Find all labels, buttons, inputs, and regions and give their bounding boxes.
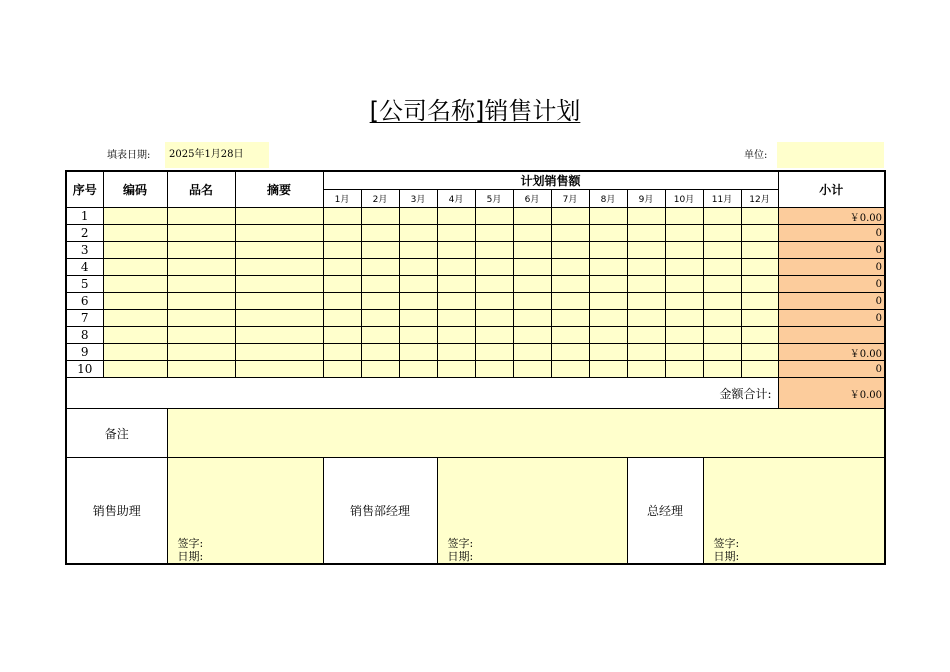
input-cell[interactable]	[513, 208, 551, 225]
header-seq: 序号	[66, 171, 103, 208]
input-cell[interactable]	[399, 242, 437, 259]
input-cell[interactable]	[589, 361, 627, 378]
header-month: 12月	[741, 190, 778, 208]
input-cell[interactable]	[513, 361, 551, 378]
input-cell[interactable]	[741, 259, 778, 276]
input-cell[interactable]	[399, 310, 437, 327]
input-cell[interactable]	[551, 259, 589, 276]
input-cell[interactable]	[103, 293, 167, 310]
header-month: 7月	[551, 190, 589, 208]
input-cell[interactable]	[551, 310, 589, 327]
input-cell[interactable]	[103, 327, 167, 344]
input-cell[interactable]	[475, 310, 513, 327]
input-cell[interactable]	[323, 208, 361, 225]
input-cell[interactable]	[437, 327, 475, 344]
header-month: 10月	[665, 190, 703, 208]
table-row	[66, 344, 885, 361]
input-cell[interactable]	[703, 293, 741, 310]
input-cell[interactable]	[741, 361, 778, 378]
input-cell[interactable]	[235, 361, 323, 378]
row-seq: 9	[66, 344, 103, 361]
input-cell[interactable]	[361, 310, 399, 327]
input-cell[interactable]	[589, 259, 627, 276]
row-subtotal: 0	[778, 310, 885, 327]
row-subtotal: 0	[778, 242, 885, 259]
unit-label: 单位:	[744, 150, 768, 161]
input-cell[interactable]	[361, 344, 399, 361]
input-cell[interactable]	[627, 361, 665, 378]
input-cell[interactable]	[361, 361, 399, 378]
input-cell[interactable]	[235, 208, 323, 225]
row-subtotal: ￥0.00	[778, 344, 885, 361]
date-label: 填表日期:	[107, 150, 151, 161]
input-cell[interactable]	[475, 242, 513, 259]
input-cell[interactable]	[361, 327, 399, 344]
input-cell[interactable]	[361, 242, 399, 259]
input-cell[interactable]	[589, 310, 627, 327]
row-subtotal	[778, 327, 885, 344]
input-cell[interactable]	[627, 276, 665, 293]
input-cell[interactable]	[627, 293, 665, 310]
date-sign-label: 日期:	[177, 549, 204, 563]
header-code: 编码	[103, 171, 167, 208]
sign-label: 签字:	[177, 536, 204, 550]
total-label: 金额合计:	[66, 378, 778, 409]
input-cell[interactable]	[551, 208, 589, 225]
input-cell[interactable]	[589, 293, 627, 310]
input-cell[interactable]	[627, 259, 665, 276]
input-cell[interactable]	[475, 225, 513, 242]
sales-manager-signature[interactable]	[437, 458, 627, 564]
input-cell[interactable]	[103, 225, 167, 242]
header-summary: 摘要	[235, 171, 323, 208]
input-cell[interactable]	[399, 361, 437, 378]
input-cell[interactable]	[551, 361, 589, 378]
header-month: 6月	[513, 190, 551, 208]
input-cell[interactable]	[167, 259, 235, 276]
remarks-field[interactable]	[167, 409, 885, 458]
input-cell[interactable]	[741, 327, 778, 344]
table-row	[66, 361, 885, 378]
input-cell[interactable]	[323, 327, 361, 344]
input-cell[interactable]	[235, 310, 323, 327]
input-cell[interactable]	[703, 344, 741, 361]
input-cell[interactable]	[361, 259, 399, 276]
row-seq: 5	[66, 276, 103, 293]
input-cell[interactable]	[167, 242, 235, 259]
unit-field[interactable]	[777, 142, 884, 168]
input-cell[interactable]	[235, 327, 323, 344]
table-row	[66, 327, 885, 344]
input-cell[interactable]	[103, 344, 167, 361]
table-row	[66, 259, 885, 276]
input-cell[interactable]	[665, 361, 703, 378]
header-month: 2月	[361, 190, 399, 208]
input-cell[interactable]	[703, 310, 741, 327]
header-month: 4月	[437, 190, 475, 208]
input-cell[interactable]	[551, 225, 589, 242]
row-seq: 10	[66, 361, 103, 378]
input-cell[interactable]	[703, 361, 741, 378]
input-cell[interactable]	[665, 310, 703, 327]
input-cell[interactable]	[475, 344, 513, 361]
input-cell[interactable]	[741, 293, 778, 310]
table-row	[66, 242, 885, 259]
input-cell[interactable]	[103, 242, 167, 259]
input-cell[interactable]	[589, 276, 627, 293]
input-cell[interactable]	[235, 344, 323, 361]
input-cell[interactable]	[323, 225, 361, 242]
input-cell[interactable]	[323, 293, 361, 310]
input-cell[interactable]	[167, 225, 235, 242]
input-cell[interactable]	[513, 276, 551, 293]
row-subtotal: 0	[778, 293, 885, 310]
input-cell[interactable]	[399, 225, 437, 242]
input-cell[interactable]	[741, 344, 778, 361]
table-row	[66, 293, 885, 310]
input-cell[interactable]	[589, 242, 627, 259]
input-cell[interactable]	[627, 225, 665, 242]
input-cell[interactable]	[741, 276, 778, 293]
general-manager-signature[interactable]	[703, 458, 885, 564]
input-cell[interactable]	[665, 327, 703, 344]
row-subtotal: 0	[778, 361, 885, 378]
input-cell[interactable]	[167, 310, 235, 327]
input-cell[interactable]	[235, 242, 323, 259]
general-manager-label: 总经理	[627, 458, 703, 564]
input-cell[interactable]	[323, 242, 361, 259]
page-title: [公司名称]销售计划	[369, 97, 581, 125]
input-cell[interactable]	[703, 208, 741, 225]
input-cell[interactable]	[589, 327, 627, 344]
header-name: 品名	[167, 171, 235, 208]
input-cell[interactable]	[235, 259, 323, 276]
input-cell[interactable]	[627, 208, 665, 225]
input-cell[interactable]	[665, 208, 703, 225]
header-month: 11月	[703, 190, 741, 208]
input-cell[interactable]	[665, 344, 703, 361]
row-seq: 8	[66, 327, 103, 344]
input-cell[interactable]	[399, 344, 437, 361]
input-cell[interactable]	[235, 276, 323, 293]
input-cell[interactable]	[513, 293, 551, 310]
input-cell[interactable]	[627, 344, 665, 361]
input-cell[interactable]	[665, 293, 703, 310]
input-cell[interactable]	[103, 310, 167, 327]
input-cell[interactable]	[437, 259, 475, 276]
input-cell[interactable]	[103, 276, 167, 293]
input-cell[interactable]	[513, 327, 551, 344]
header-month: 1月	[323, 190, 361, 208]
input-cell[interactable]	[167, 344, 235, 361]
row-seq: 3	[66, 242, 103, 259]
input-cell[interactable]	[475, 327, 513, 344]
input-cell[interactable]	[513, 242, 551, 259]
input-cell[interactable]	[167, 208, 235, 225]
input-cell[interactable]	[703, 276, 741, 293]
row-subtotal: ￥0.00	[778, 208, 885, 225]
input-cell[interactable]	[399, 276, 437, 293]
row-subtotal: 0	[778, 259, 885, 276]
input-cell[interactable]	[167, 361, 235, 378]
input-cell[interactable]	[437, 242, 475, 259]
input-cell[interactable]	[323, 344, 361, 361]
input-cell[interactable]	[235, 293, 323, 310]
input-cell[interactable]	[703, 242, 741, 259]
input-cell[interactable]	[323, 361, 361, 378]
input-cell[interactable]	[665, 276, 703, 293]
header-month: 3月	[399, 190, 437, 208]
input-cell[interactable]	[475, 276, 513, 293]
input-cell[interactable]	[475, 361, 513, 378]
input-cell[interactable]	[475, 293, 513, 310]
sales-assistant-label: 销售助理	[66, 458, 167, 564]
input-cell[interactable]	[741, 208, 778, 225]
input-cell[interactable]	[589, 344, 627, 361]
sales-plan-table	[65, 170, 886, 565]
input-cell[interactable]	[627, 310, 665, 327]
row-seq: 1	[66, 208, 103, 225]
row-seq: 2	[66, 225, 103, 242]
table-row	[66, 310, 885, 327]
date-sign-label: 日期:	[713, 549, 740, 563]
input-cell[interactable]	[437, 310, 475, 327]
row-subtotal: 0	[778, 225, 885, 242]
input-cell[interactable]	[551, 344, 589, 361]
input-cell[interactable]	[437, 276, 475, 293]
total-value: ￥0.00	[778, 378, 885, 409]
input-cell[interactable]	[627, 242, 665, 259]
input-cell[interactable]	[103, 208, 167, 225]
input-cell[interactable]	[703, 225, 741, 242]
sign-label: 签字:	[713, 536, 740, 550]
input-cell[interactable]	[323, 276, 361, 293]
input-cell[interactable]	[741, 310, 778, 327]
input-cell[interactable]	[513, 310, 551, 327]
input-cell[interactable]	[627, 327, 665, 344]
input-cell[interactable]	[741, 242, 778, 259]
input-cell[interactable]	[399, 259, 437, 276]
remarks-label: 备注	[66, 409, 167, 458]
input-cell[interactable]	[589, 225, 627, 242]
input-cell[interactable]	[103, 259, 167, 276]
input-cell[interactable]	[665, 242, 703, 259]
header-month: 9月	[627, 190, 665, 208]
input-cell[interactable]	[589, 208, 627, 225]
input-cell[interactable]	[361, 293, 399, 310]
input-cell[interactable]	[513, 225, 551, 242]
row-seq: 4	[66, 259, 103, 276]
input-cell[interactable]	[167, 293, 235, 310]
input-cell[interactable]	[665, 259, 703, 276]
header-month: 8月	[589, 190, 627, 208]
input-cell[interactable]	[703, 259, 741, 276]
input-cell[interactable]	[437, 208, 475, 225]
row-seq: 7	[66, 310, 103, 327]
sign-label: 签字:	[447, 536, 474, 550]
input-cell[interactable]	[551, 242, 589, 259]
header-month: 5月	[475, 190, 513, 208]
row-subtotal: 0	[778, 276, 885, 293]
date-sign-label: 日期:	[447, 549, 474, 563]
date-field[interactable]: 2025年1月28日	[165, 142, 269, 168]
input-cell[interactable]	[551, 327, 589, 344]
input-cell[interactable]	[235, 225, 323, 242]
table-row	[66, 276, 885, 293]
input-cell[interactable]	[167, 276, 235, 293]
input-cell[interactable]	[437, 293, 475, 310]
header-subtotal: 小计	[778, 171, 885, 208]
input-cell[interactable]	[551, 293, 589, 310]
input-cell[interactable]	[399, 327, 437, 344]
table-row	[66, 208, 885, 225]
input-cell[interactable]	[703, 327, 741, 344]
row-seq: 6	[66, 293, 103, 310]
input-cell[interactable]	[437, 361, 475, 378]
input-cell[interactable]	[437, 344, 475, 361]
input-cell[interactable]	[475, 208, 513, 225]
input-cell[interactable]	[361, 208, 399, 225]
input-cell[interactable]	[323, 310, 361, 327]
input-cell[interactable]	[103, 361, 167, 378]
input-cell[interactable]	[399, 208, 437, 225]
sales-assistant-signature[interactable]	[167, 458, 323, 564]
input-cell[interactable]	[167, 327, 235, 344]
input-cell[interactable]	[551, 276, 589, 293]
input-cell[interactable]	[513, 344, 551, 361]
input-cell[interactable]	[323, 259, 361, 276]
table-row	[66, 225, 885, 242]
input-cell[interactable]	[361, 276, 399, 293]
input-cell[interactable]	[741, 225, 778, 242]
input-cell[interactable]	[437, 225, 475, 242]
input-cell[interactable]	[475, 259, 513, 276]
input-cell[interactable]	[399, 293, 437, 310]
input-cell[interactable]	[513, 259, 551, 276]
input-cell[interactable]	[361, 225, 399, 242]
input-cell[interactable]	[665, 225, 703, 242]
sales-manager-label: 销售部经理	[323, 458, 437, 564]
header-plan: 计划销售额	[323, 171, 778, 190]
